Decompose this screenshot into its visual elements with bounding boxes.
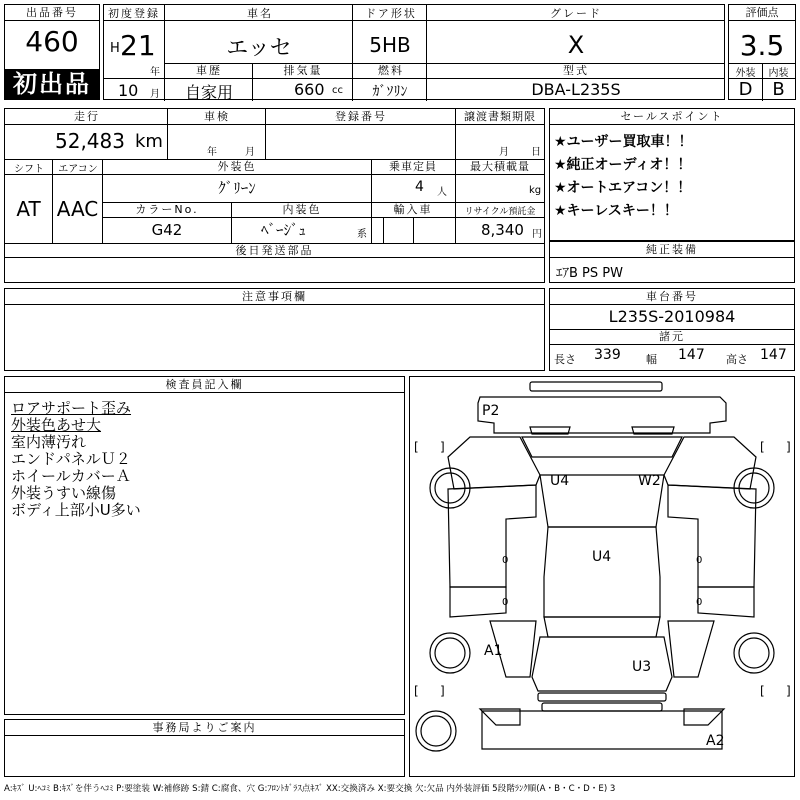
transfer-day-unit: 日 bbox=[531, 147, 541, 158]
name-label: 車名 bbox=[247, 7, 273, 20]
equipment-label: 純正装備 bbox=[550, 242, 794, 258]
reg-year: 21 bbox=[120, 29, 156, 62]
zero-left-1: 0 bbox=[502, 555, 509, 566]
lot-number: 460 bbox=[25, 25, 79, 58]
regno-label: 登録番号 bbox=[335, 110, 387, 123]
inspector-line-3: 室内薄汚れ bbox=[11, 433, 87, 451]
grade-label: グレード bbox=[550, 7, 602, 20]
displacement-label: 排気量 bbox=[283, 64, 323, 77]
capacity-value: 4 bbox=[415, 179, 424, 195]
interior-label: 内装 bbox=[768, 68, 789, 79]
length-label: 長さ bbox=[554, 353, 576, 366]
rear-window-shape bbox=[544, 617, 660, 637]
office-label: 事務局よりご案内 bbox=[5, 720, 404, 736]
door-type: 5HB bbox=[369, 33, 411, 57]
displacement-unit: cc bbox=[332, 85, 343, 96]
shift-label: シフト bbox=[14, 164, 44, 175]
load-unit: kg bbox=[529, 185, 542, 196]
recycle-unit: 円 bbox=[532, 229, 542, 240]
inspector-line-1: ロアサポート歪み bbox=[11, 399, 132, 417]
details-box bbox=[4, 108, 545, 283]
sales-point-4: ★キーレスキー！！ bbox=[554, 203, 678, 219]
notes-label: 注意事項欄 bbox=[5, 289, 544, 305]
recycle-label: リサイクル預託金 bbox=[464, 207, 536, 217]
interior-grade: B bbox=[772, 79, 785, 100]
wheel-rear-left-shape bbox=[430, 633, 470, 673]
color-no-value: G42 bbox=[151, 221, 183, 239]
model-label: 型式 bbox=[563, 64, 589, 77]
transfer-label: 譲渡書類期限 bbox=[464, 110, 536, 123]
inspection-month-unit: 月 bbox=[245, 147, 255, 158]
front-bumper-shape bbox=[530, 382, 662, 391]
interior-color-value: ﾍﾞｰｼﾞｭ bbox=[261, 221, 307, 239]
model-value: DBA-L235S bbox=[531, 80, 621, 99]
mark-u4-front: U4 bbox=[550, 473, 570, 489]
reg-month: 10 bbox=[118, 81, 139, 100]
zero-right-2: 0 bbox=[696, 597, 703, 608]
lot-label: 出品番号 bbox=[5, 5, 99, 21]
ac-label: エアコン bbox=[58, 164, 98, 175]
sales-box bbox=[549, 108, 795, 241]
right-side-shape bbox=[668, 485, 756, 587]
inspector-line-7: ボディ上部小U多い bbox=[11, 501, 141, 519]
inspector-line-4: エンドパネルＵ２ bbox=[11, 450, 131, 468]
windshield-shape bbox=[522, 437, 682, 457]
bracket-bl: [ bbox=[414, 684, 419, 698]
exterior-grade: D bbox=[738, 79, 753, 100]
displacement-value: 660 bbox=[294, 80, 325, 99]
rear-bumper-shape bbox=[538, 693, 666, 701]
zero-right-1: 0 bbox=[696, 555, 703, 566]
vehicle-header-box bbox=[103, 4, 725, 100]
inspection-label: 車検 bbox=[204, 110, 230, 123]
wheel-rear-right-shape bbox=[734, 633, 774, 673]
mileage-unit: km bbox=[135, 131, 163, 152]
bracket-br-close: ] bbox=[786, 684, 791, 698]
history-value: 自家用 bbox=[184, 83, 233, 102]
inspection-year-unit: 年 bbox=[207, 147, 217, 158]
recycle-value: 8,340 bbox=[481, 221, 524, 239]
color-no-label: カラーNo. bbox=[135, 203, 199, 216]
exterior-label: 外装 bbox=[735, 68, 756, 79]
left-side-shape bbox=[448, 485, 536, 587]
legend-text: A:ｷｽﾞ U:ﾍｺﾐ B:ｷｽﾞを伴うﾍｺﾐ P:要塗装 W:補修跡 S:錆 C:腐食、穴 G:ﾌﾛﾝﾄｶﾞﾗｽ点ｷｽﾞ XX:交換済み X:要交換 欠:欠品 内外装評価 5段階ﾗﾝｸ順(A・B・C・D・E) 3 bbox=[4, 784, 616, 794]
sales-point-1: ★ユーザー買取車！！ bbox=[554, 134, 693, 150]
mark-w2: W2 bbox=[638, 473, 661, 489]
inspector-box bbox=[4, 376, 405, 715]
interior-color-unit: 系 bbox=[357, 229, 367, 240]
mileage-value: 52,483 bbox=[55, 129, 125, 153]
score-box bbox=[728, 4, 796, 100]
year-unit: 年 bbox=[150, 67, 160, 78]
dims-label: 諸元 bbox=[659, 330, 685, 343]
spare-wheel-shape bbox=[416, 711, 456, 751]
equipment-value: ｴｱB PS PW bbox=[556, 266, 623, 281]
sales-point-3: ★オートエアコン！！ bbox=[554, 180, 692, 196]
reg-era: H bbox=[110, 41, 120, 56]
lot-box bbox=[4, 4, 100, 100]
bracket-tr-close: ] bbox=[786, 440, 791, 454]
equipment-box bbox=[549, 241, 795, 283]
interior-color-label: 内装色 bbox=[282, 203, 322, 216]
inspector-line-6: 外装うすい線傷 bbox=[11, 484, 117, 502]
sales-point-2: ★純正オーディオ！！ bbox=[554, 157, 692, 173]
zero-left-2: 0 bbox=[502, 597, 509, 608]
width-label: 幅 bbox=[646, 353, 657, 366]
bracket-tl-close: ] bbox=[440, 440, 445, 454]
grade-value: X bbox=[567, 31, 585, 59]
color-label: 外装色 bbox=[217, 160, 257, 173]
length-value: 339 bbox=[594, 347, 621, 363]
ac-value: AAC bbox=[56, 197, 99, 221]
capacity-label: 乗車定員 bbox=[389, 160, 437, 173]
mileage-label: 走行 bbox=[74, 110, 100, 123]
chassis-label: 車台番号 bbox=[550, 289, 794, 305]
import-label: 輸入車 bbox=[393, 203, 433, 216]
inspector-line-5: ホイールカバーＡ bbox=[11, 467, 131, 485]
later-parts-label: 後日発送部品 bbox=[235, 244, 314, 257]
door-label: ドア形状 bbox=[365, 7, 417, 20]
notes-box bbox=[4, 288, 545, 371]
bracket-br: [ bbox=[760, 684, 765, 698]
mark-u4-center: U4 bbox=[592, 549, 612, 565]
chassis-number: L235S-2010984 bbox=[608, 307, 736, 326]
chassis-box bbox=[549, 288, 795, 371]
car-diagram-box bbox=[409, 376, 795, 777]
transfer-month-unit: 月 bbox=[499, 147, 509, 158]
inspector-label: 検査員記入欄 bbox=[5, 377, 404, 393]
bracket-tl: [ bbox=[414, 440, 419, 454]
shift-value: AT bbox=[16, 197, 41, 221]
first-listing-badge: 初出品 bbox=[5, 69, 99, 99]
month-unit: 月 bbox=[150, 89, 160, 100]
sales-label: セールスポイント bbox=[550, 109, 794, 125]
width-value: 147 bbox=[678, 347, 705, 363]
height-value: 147 bbox=[760, 347, 787, 363]
score-label: 評価点 bbox=[729, 5, 795, 21]
score-value: 3.5 bbox=[739, 29, 785, 62]
front-outline-shape bbox=[478, 397, 726, 433]
mark-p2: P2 bbox=[482, 403, 500, 419]
load-label: 最大積載量 bbox=[470, 160, 530, 173]
mark-u3: U3 bbox=[632, 659, 652, 675]
fuel-value: ｶﾞｿﾘﾝ bbox=[372, 84, 408, 100]
height-label: 高さ bbox=[726, 353, 748, 366]
reg-label: 初度登録 bbox=[108, 7, 160, 20]
office-box bbox=[4, 719, 405, 777]
inspector-line-2: 外装色あせ大 bbox=[11, 416, 102, 434]
color-value: ｸﾞﾘｰﾝ bbox=[218, 179, 256, 197]
bracket-bl-close: ] bbox=[440, 684, 445, 698]
car-diagram bbox=[410, 377, 794, 776]
bracket-tr: [ bbox=[760, 440, 765, 454]
capacity-unit: 人 bbox=[437, 187, 447, 198]
history-label: 車歴 bbox=[196, 64, 222, 77]
mark-a1: A1 bbox=[484, 643, 503, 659]
car-name: エッセ bbox=[226, 36, 292, 61]
mark-a2: A2 bbox=[706, 733, 725, 749]
fuel-label: 燃料 bbox=[378, 64, 404, 77]
